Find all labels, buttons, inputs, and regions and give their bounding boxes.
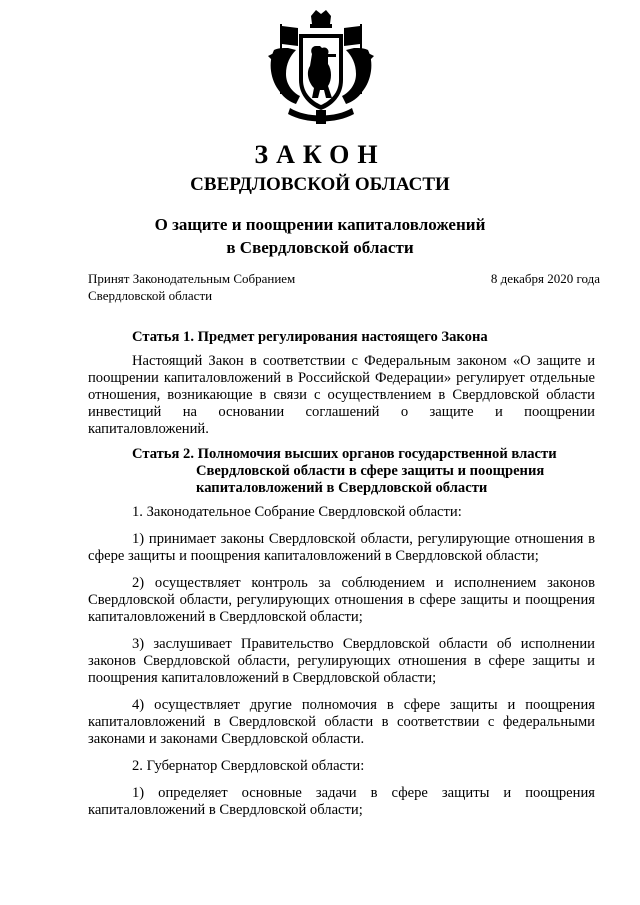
- adoption-date: 8 декабря 2020 года: [490, 271, 600, 286]
- article-heading: Статья 1. Предмет регулирования настоящего Закона: [132, 329, 488, 345]
- article-paragraph: 4) осуществляет другие полномочия в сфере защиты и поощрения капиталовложений в Свердловской области в соответствии с федеральными законами и законами Свердловской области.: [88, 697, 595, 747]
- article-paragraph: Настоящий Закон в соответствии с Федеральным законом «О защите и поощрении капиталовложений в Российской Федерации» регулирует отдельные отношения, возникающие в связи с осуществлением в Свердловской области инвестиций на основании соглашений о защите и поощрении капиталовложений.: [88, 353, 595, 437]
- article-paragraph: 1) определяет основные задачи в сфере защиты и поощрения капиталовложений в Свердловской области;: [88, 785, 595, 818]
- article-heading-line: Статья 2. Полномочия высших органов государственной власти: [132, 446, 557, 462]
- adoption-info: [88, 270, 295, 304]
- adoption-line: Принят Законодательным Собранием: [88, 271, 296, 286]
- article-heading-line: Свердловской области в сфере защиты и поощрения: [196, 463, 545, 479]
- adoption-line: Свердловской области: [88, 288, 213, 303]
- article-paragraph: 3) заслушивает Правительство Свердловской области об исполнении законов Свердловской области, регулирующих отношения в сфере защиты и поощрения капиталовложений в Свердловской области;: [88, 636, 595, 686]
- region-heading: СВЕРДЛОВСКОЙ ОБЛАСТИ: [190, 174, 450, 195]
- article-paragraph: 2. Губернатор Свердловской области:: [132, 758, 365, 774]
- article-paragraph: 1. Законодательное Собрание Свердловской области:: [132, 504, 462, 520]
- article-paragraph: 2) осуществляет контроль за соблюдением и исполнением законов Свердловской области, регулирующих отношения в сфере защиты и поощрения капиталовложений в Свердловской области;: [88, 575, 595, 625]
- article-2: [88, 446, 595, 819]
- article-heading: [88, 446, 595, 497]
- law-title-line: О защите и поощрении капиталовложений: [154, 215, 486, 234]
- article-1: [88, 329, 595, 438]
- law-title: [0, 213, 640, 259]
- law-title-line: в Свердловской области: [226, 238, 414, 257]
- article-paragraph: 1) принимает законы Свердловской области, регулирующие отношения в сфере защиты и поощрения капиталовложений в Свердловской области;: [88, 531, 595, 564]
- article-heading-line: капиталовложений в Свердловской области: [196, 480, 488, 496]
- law-heading: ЗАКОН: [254, 140, 386, 169]
- coat-of-arms-icon: [266, 10, 376, 126]
